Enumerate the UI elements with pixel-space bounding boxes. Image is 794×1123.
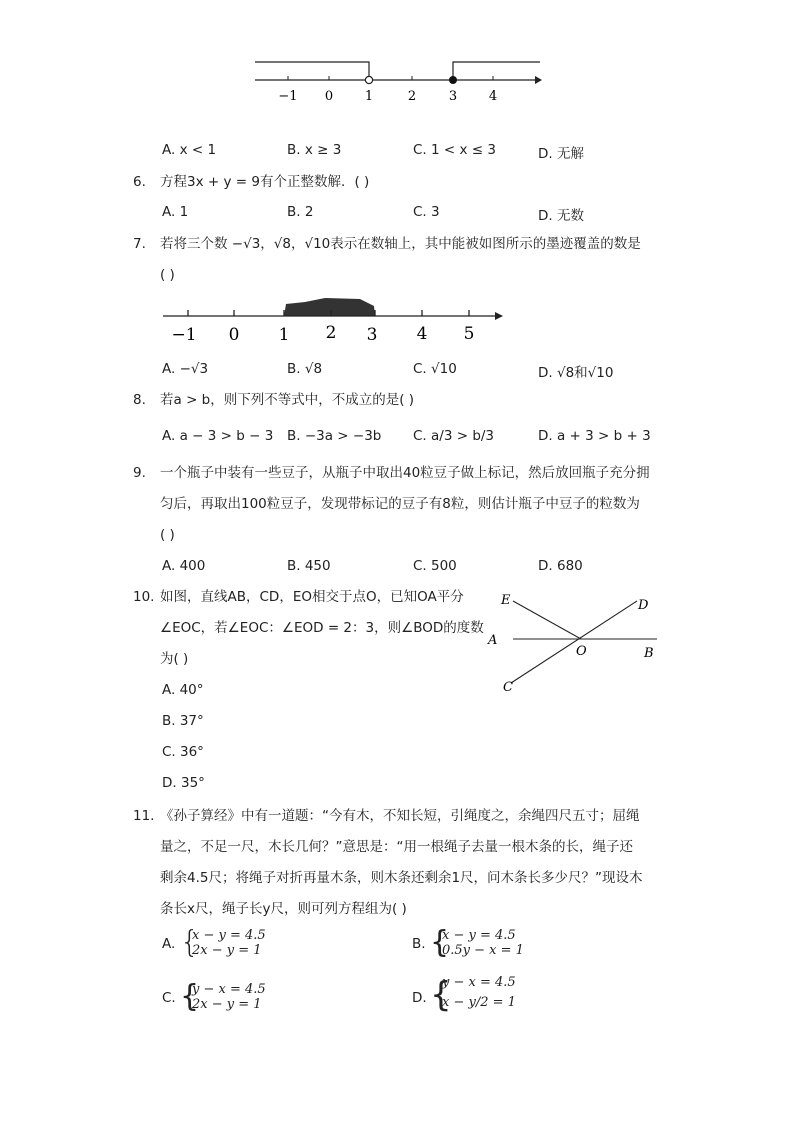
- tick-label: 3: [448, 89, 458, 104]
- q5-option-d[interactable]: D. 无解: [538, 146, 584, 162]
- q6-option-b[interactable]: B. 2: [287, 204, 314, 220]
- equation-2: x − y/2 = 1: [442, 995, 516, 1010]
- q10-option-d[interactable]: D. 35°: [162, 775, 205, 791]
- q9-option-a[interactable]: A. 400: [162, 558, 206, 574]
- q7-stem-line1: 若将三个数 −√3，√8，√10表示在数轴上，其中能被如图所示的墨迹覆盖的数是: [160, 236, 641, 252]
- equation-2: 2x − y = 1: [192, 997, 262, 1012]
- brace-icon: {: [180, 925, 200, 960]
- option-label: B.: [412, 936, 426, 952]
- q6-number: 6.: [133, 174, 146, 190]
- axis-arrow: [535, 76, 542, 84]
- q10-option-a[interactable]: A. 40°: [162, 682, 204, 698]
- q9-option-d[interactable]: D. 680: [538, 558, 583, 574]
- q6-option-d[interactable]: D. 无数: [538, 208, 584, 224]
- label-a: A: [488, 633, 498, 648]
- q11-stem-line4: 条长x尺，绳子长y尺，则可列方程组为( ): [160, 901, 407, 917]
- equation-2: 0.5y − x = 1: [442, 943, 524, 958]
- q8-number: 8.: [133, 392, 146, 408]
- q8-option-a[interactable]: A. a − 3 > b − 3: [162, 428, 274, 444]
- label-o: O: [576, 644, 587, 659]
- q5-option-a[interactable]: A. x < 1: [162, 142, 217, 158]
- label-c: C: [503, 680, 513, 695]
- q7-number: 7.: [133, 236, 146, 252]
- tick-label: −1: [171, 325, 197, 345]
- tick-label: −1: [278, 89, 298, 104]
- label-d: D: [638, 598, 649, 613]
- tick-label: 0: [228, 325, 240, 345]
- label-b: B: [644, 646, 654, 661]
- q7-stem-line2: ( ): [160, 267, 175, 283]
- tick-label: 3: [366, 325, 378, 345]
- equation-1: x − y = 4.5: [192, 928, 266, 943]
- q7-option-a[interactable]: A. −√3: [162, 361, 209, 377]
- label-e: E: [501, 593, 511, 608]
- option-label: A.: [162, 936, 176, 952]
- q9-option-c[interactable]: C. 500: [413, 558, 457, 574]
- q8-option-b[interactable]: B. −3a > −3b: [287, 428, 382, 444]
- q7-option-d[interactable]: D. √8和√10: [538, 365, 614, 381]
- tick-label: 1: [364, 89, 374, 104]
- q11-number: 11.: [133, 808, 155, 824]
- q8-stem: 若a > b，则下列不等式中，不成立的是( ): [160, 392, 415, 408]
- tick-label: 4: [416, 324, 428, 344]
- q10-stem-line3: 为( ): [160, 651, 189, 667]
- q10-number: 10.: [133, 589, 155, 605]
- q10-option-b[interactable]: B. 37°: [162, 713, 204, 729]
- q6-option-a[interactable]: A. 1: [162, 204, 189, 220]
- q10-option-c[interactable]: C. 36°: [162, 744, 204, 760]
- q8-option-c[interactable]: C. a/3 > b/3: [413, 428, 495, 444]
- q5-option-c[interactable]: C. 1 < x ≤ 3: [413, 142, 496, 158]
- tick-label: 1: [278, 325, 290, 345]
- brace-icon: {: [430, 925, 450, 960]
- solution-ray-right: [453, 62, 540, 80]
- tick-label: 2: [407, 89, 417, 104]
- equation-1: y − x = 4.5: [442, 975, 516, 990]
- q10-stem-line1: 如图，直线AB，CD，EO相交于点O，已知OA平分: [160, 589, 464, 605]
- q11-stem-line2: 量之，不足一尺，木长几何？”意思是：“用一根绳子去量一根木条的长，绳子还: [160, 839, 633, 855]
- tick-label: 2: [325, 323, 337, 343]
- q9-number: 9.: [133, 465, 146, 481]
- option-label: C.: [162, 990, 176, 1006]
- q11-stem-line3: 剩余4.5尺；将绳子对折再量木条，则木条还剩余1尺，问木条长多少尺？”现设木: [160, 870, 643, 886]
- brace-icon: {: [180, 979, 200, 1014]
- q7-option-b[interactable]: B. √8: [287, 361, 323, 377]
- q7-number-line: [160, 290, 510, 348]
- q6-stem: 方程3x + y = 9有个正整数解．( ): [160, 174, 370, 190]
- closed-point: [449, 76, 457, 84]
- q7-option-c[interactable]: C. √10: [413, 361, 457, 377]
- q10-stem-line2: ∠EOC，若∠EOC：∠EOD = 2：3，则∠BOD的度数: [160, 620, 484, 636]
- q9-stem-line3: ( ): [160, 527, 175, 543]
- equation-1: y − x = 4.5: [192, 982, 266, 997]
- ray-eo: [513, 601, 581, 639]
- open-point: [365, 76, 372, 83]
- q5-option-b[interactable]: B. x ≥ 3: [287, 142, 342, 158]
- q8-option-d[interactable]: D. a + 3 > b + 3: [538, 428, 651, 444]
- solution-ray-left: [255, 62, 369, 80]
- q6-option-c[interactable]: C. 3: [413, 204, 440, 220]
- brace-icon: {: [430, 975, 452, 1015]
- tick-label: 4: [488, 89, 498, 104]
- q11-stem-line1: 《孙子算经》中有一道题：“今有木，不知长短，引绳度之，余绳四尺五寸；屈绳: [160, 808, 640, 824]
- q9-option-b[interactable]: B. 450: [287, 558, 331, 574]
- option-label: D.: [412, 990, 427, 1006]
- tick-label: 5: [463, 324, 475, 344]
- q9-stem-line2: 匀后，再取出100粒豆子，发现带标记的豆子有8粒，则估计瓶子中豆子的粒数为: [160, 496, 640, 512]
- q10-angle-figure: [485, 585, 665, 700]
- axis-arrow: [495, 312, 503, 320]
- q9-stem-line1: 一个瓶子中装有一些豆子，从瓶子中取出40粒豆子做上标记，然后放回瓶子充分拥: [160, 465, 650, 481]
- equation-1: x − y = 4.5: [442, 928, 516, 943]
- equation-2: 2x − y = 1: [192, 943, 262, 958]
- line-cd: [511, 601, 637, 683]
- ink-blot: [284, 298, 375, 316]
- q5-number-line: [250, 52, 550, 107]
- tick-label: 0: [324, 89, 334, 104]
